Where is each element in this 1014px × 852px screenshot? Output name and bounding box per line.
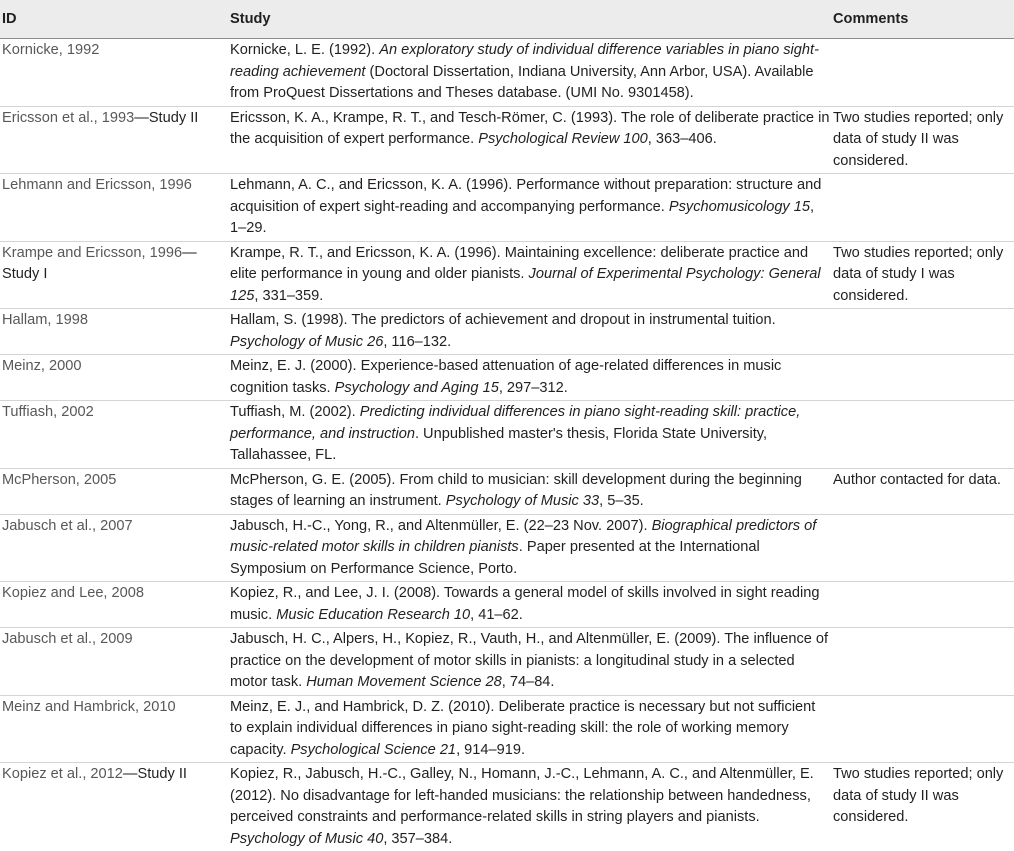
cell-id bbox=[0, 628, 230, 695]
table-row bbox=[0, 174, 1014, 242]
cell-study bbox=[230, 515, 830, 582]
cell-comment bbox=[830, 355, 1014, 400]
study-citation-text: Lehmann, A. C., and Ericsson, K. A. (1996). Performance without preparation: structure and acquisition of expert sight-reading and accompanying performance. bbox=[230, 177, 822, 215]
study-citation-italic: Psychological Review 100 bbox=[478, 131, 648, 147]
cell-comment: Two studies reported; only data of study II was considered. bbox=[833, 766, 1004, 825]
study-citation-text: Jabusch, H.-C., Yong, R., and Altenmüller, E. (22–23 Nov. 2007). bbox=[230, 517, 652, 534]
study-citation-text: Ericsson, K. A., Krampe, R. T., and Tesch-Römer, C. (1993). The role of deliberate practice in the acquisition of expert performance. bbox=[230, 109, 830, 147]
cell-study bbox=[230, 242, 830, 309]
study-citation-text: , 331–359. bbox=[254, 287, 324, 304]
cell-study bbox=[230, 582, 830, 627]
cell-study bbox=[230, 107, 830, 174]
study-citation-text: Hallam, S. (1998). The predictors of achievement and dropout in instrumental tuition. bbox=[230, 312, 776, 328]
study-id: Jabusch et al., 2007 bbox=[2, 517, 133, 534]
cell-comment bbox=[830, 582, 1014, 627]
study-citation-text: Meinz, E. J., and Hambrick, D. Z. (2010). Deliberate practice is necessary but not sufficient to explain individual differences in piano sight-reading skill: the role of working memory capacity. bbox=[230, 698, 816, 758]
cell-comment: Two studies reported; only data of study I was considered. bbox=[833, 244, 1004, 304]
study-citation-text: Kopiez, R., Jabusch, H.-C., Galley, N., Homann, J.-C., Lehmann, A. C., and Altenmüller, E. (2012). No disadvantage for left-handed musicians: the relationship between handedness, perceived constraints and performance-related skills in string players and pianists. bbox=[230, 766, 814, 825]
study-citation-italic: Biographical predictors of music-related motor skills in children pianists bbox=[230, 517, 817, 555]
study-citation-text: , 1–29. bbox=[230, 198, 815, 236]
study-citation-text: . Unpublished master's thesis, Florida State University, Tallahassee, FL. bbox=[230, 425, 768, 463]
cell-comment bbox=[830, 309, 1014, 354]
cell-study bbox=[230, 469, 830, 514]
study-id: Lehmann and Ericsson, 1996 bbox=[2, 177, 192, 193]
study-citation-text: Kornicke, L. E. (1992). bbox=[230, 42, 380, 58]
cell-comment bbox=[830, 515, 1014, 582]
cell-id bbox=[0, 696, 230, 763]
study-citation-text: Krampe, R. T., and Ericsson, K. A. (1996). Maintaining excellence: deliberate practice and elite performance in young and older pianists. bbox=[230, 244, 809, 282]
cell-id bbox=[0, 309, 230, 354]
cell-comment bbox=[830, 39, 1014, 106]
cell-study bbox=[230, 628, 830, 695]
cell-comment: Two studies reported; only data of study II was considered. bbox=[833, 109, 1004, 169]
study-citation-italic: Psychological Science 21 bbox=[290, 741, 457, 758]
study-id: Krampe and Ericsson, 1996 bbox=[2, 244, 183, 261]
study-citation-text: , 41–62. bbox=[470, 606, 523, 623]
cell-study bbox=[230, 763, 830, 851]
table-header bbox=[0, 0, 1014, 39]
cell-id bbox=[0, 763, 230, 851]
cell-comment bbox=[830, 401, 1014, 468]
cell-comment bbox=[830, 628, 1014, 695]
study-citation-italic: Psychomusicology 15 bbox=[668, 198, 811, 215]
study-citation-italic: Psychology of Music 26 bbox=[230, 333, 384, 350]
table-row bbox=[0, 696, 1014, 764]
study-citation-text: , 116–132. bbox=[383, 333, 452, 350]
cell-comment bbox=[830, 174, 1014, 241]
cell-id bbox=[0, 515, 230, 582]
cell-id bbox=[0, 401, 230, 468]
study-id: Ericsson et al., 1993 bbox=[2, 109, 135, 126]
table-row bbox=[0, 309, 1014, 355]
cell-comment bbox=[830, 696, 1014, 763]
cell-id bbox=[0, 174, 230, 241]
study-citation-text: Kopiez, R., and Lee, J. I. (2008). Towards a general model of skills involved in sight reading music. bbox=[230, 585, 820, 623]
study-id: Kornicke, 1992 bbox=[2, 42, 100, 58]
header-id: ID bbox=[2, 11, 17, 27]
cell-id bbox=[0, 107, 230, 174]
cell-id bbox=[0, 39, 230, 106]
study-id: Jabusch et al., 2009 bbox=[2, 631, 133, 647]
cell-study bbox=[230, 174, 830, 241]
table-row bbox=[0, 469, 1014, 515]
cell-id bbox=[0, 242, 230, 309]
study-citation-text: , 363–406. bbox=[647, 131, 717, 147]
study-citation-italic: Journal of Experimental Psychology: General 125 bbox=[230, 266, 821, 304]
study-citation-italic: Psychology of Music 33 bbox=[445, 493, 600, 509]
study-citation-text: , 5–35. bbox=[599, 493, 644, 509]
study-citation-text: , 357–384. bbox=[383, 830, 453, 847]
study-id: Meinz, 2000 bbox=[2, 358, 82, 374]
study-citation-text: , 74–84. bbox=[501, 674, 555, 690]
cell-id bbox=[0, 582, 230, 627]
study-citation-text: . Paper presented at the International Symposium on Performance Science, Porto. bbox=[230, 539, 760, 577]
table-row bbox=[0, 242, 1014, 310]
study-citation-italic: Predicting individual differences in piano sight-reading skill: practice, performance, and instruction bbox=[230, 404, 801, 442]
header-study: Study bbox=[230, 11, 271, 27]
table-row bbox=[0, 582, 1014, 628]
study-citation-text: Tuffiash, M. (2002). bbox=[230, 404, 360, 420]
cell-study bbox=[230, 401, 830, 468]
table-row bbox=[0, 401, 1014, 469]
table-row bbox=[0, 355, 1014, 401]
cell-study bbox=[230, 696, 830, 763]
cell-comment: Author contacted for data. bbox=[833, 471, 1001, 488]
table-row bbox=[0, 107, 1014, 175]
study-citation-italic: Music Education Research 10 bbox=[276, 606, 471, 623]
study-id-suffix: —Study I bbox=[2, 244, 197, 282]
study-id-suffix: —Study II bbox=[134, 109, 199, 126]
table-body bbox=[0, 39, 1014, 852]
table-row bbox=[0, 515, 1014, 583]
table-row bbox=[0, 39, 1014, 107]
header-comments: Comments bbox=[833, 11, 909, 27]
study-citation-text: Meinz, E. J. (2000). Experience-based attenuation of age-related differences in music cognition tasks. bbox=[230, 358, 782, 396]
study-citation-italic: Human Movement Science 28 bbox=[306, 674, 502, 690]
study-id: Hallam, 1998 bbox=[2, 312, 88, 328]
study-citation-text: Jabusch, H. C., Alpers, H., Kopiez, R., Vauth, H., and Altenmüller, E. (2009). The influence of practice on the development of motor skills in pianists: a longitudinal study in a selected motor task. bbox=[230, 631, 829, 690]
study-id-suffix: —Study II bbox=[122, 766, 187, 782]
study-citation-text: (Doctoral Dissertation, Indiana University, Ann Arbor, USA). Available from ProQuest Dissertations and Theses database. (UMI No. 9301458). bbox=[230, 63, 814, 101]
cell-study bbox=[230, 309, 830, 354]
study-citation-text: , 297–312. bbox=[498, 379, 568, 396]
cell-id bbox=[0, 469, 230, 514]
study-id: McPherson, 2005 bbox=[2, 471, 117, 488]
study-id: Tuffiash, 2002 bbox=[2, 404, 94, 420]
study-id: Kopiez et al., 2012 bbox=[2, 766, 123, 782]
table-row bbox=[0, 763, 1014, 852]
study-citation-italic: Psychology and Aging 15 bbox=[334, 379, 499, 396]
study-citation-text: McPherson, G. E. (2005). From child to musician: skill development during the beginning stages of learning an instrument. bbox=[230, 471, 802, 509]
cell-study bbox=[230, 355, 830, 400]
study-id: Meinz and Hambrick, 2010 bbox=[2, 698, 176, 715]
table-row bbox=[0, 628, 1014, 696]
study-citation-text: , 914–919. bbox=[456, 741, 526, 758]
cell-id bbox=[0, 355, 230, 400]
cell-study bbox=[230, 39, 830, 106]
study-citation-italic: Psychology of Music 40 bbox=[230, 830, 384, 847]
study-citation-italic: An exploratory study of individual difference variables in piano sight-reading achievement bbox=[230, 42, 819, 80]
study-id: Kopiez and Lee, 2008 bbox=[2, 585, 145, 601]
